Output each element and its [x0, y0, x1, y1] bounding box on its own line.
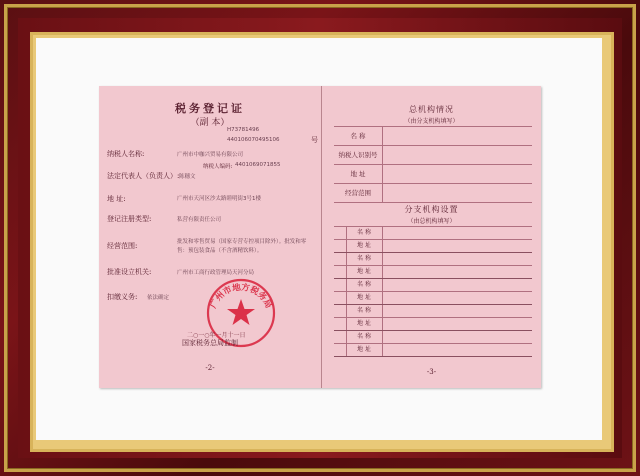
- table-row: [334, 305, 532, 318]
- withholding-obligation-value: 依法确定: [147, 295, 170, 301]
- right-page: [322, 86, 541, 388]
- certificate-number: H73781496: [227, 127, 260, 133]
- taxpayer-name-label: 纳税人名称:: [107, 150, 145, 158]
- row-label: 名 称: [346, 279, 383, 291]
- branch-group: [334, 253, 532, 279]
- row-label: 名 称: [334, 127, 383, 145]
- taxpayer-code-label: 纳税人编码:: [203, 164, 233, 170]
- registration-type-value: 私营有限责任公司: [177, 217, 222, 223]
- branches-subtitle: （由总机构填写）: [407, 218, 456, 225]
- taxpayer-code-value: 4401069071855: [235, 162, 281, 168]
- branch-group: [334, 279, 532, 305]
- business-scope-value: 批发和零售贸易（国家专营专控项目除外）。批发和零售：预包装食品（不含酒精饮料）。: [177, 239, 307, 254]
- branches-title: 分支机构设置: [404, 205, 459, 214]
- approval-authority-label: 批准设立机关:: [107, 268, 152, 276]
- row-label: 地 址: [334, 165, 383, 183]
- table-row: [334, 318, 532, 330]
- head-office-title: 总机构情况: [409, 105, 454, 114]
- head-office-table: [334, 126, 532, 203]
- address-value: 广州市天河区沙太路睦明街3号1楼: [177, 196, 261, 202]
- table-row: [334, 184, 532, 203]
- issue-date: 二○一○年一月十一日: [187, 332, 246, 339]
- table-row: [334, 240, 532, 252]
- table-row: [334, 146, 532, 165]
- right-page-number: -3-: [426, 368, 437, 376]
- table-row: [334, 331, 532, 344]
- row-label: 地 址: [346, 318, 383, 330]
- table-row: [334, 279, 532, 292]
- head-office-subtitle: （由分支机构填写）: [404, 118, 459, 125]
- branch-group: [334, 331, 532, 357]
- row-label: 地 址: [346, 344, 383, 356]
- certificate-subtitle: （副 本）: [190, 118, 230, 128]
- row-label: 名 称: [346, 253, 383, 265]
- branch-group: [334, 227, 532, 253]
- legal-representative-label: 法定代表人（负责人）:: [107, 172, 180, 180]
- row-label: 名 称: [346, 331, 383, 343]
- table-row: [334, 165, 532, 184]
- registration-type-label: 登记注册类型:: [107, 215, 152, 223]
- branches-table: [334, 226, 532, 357]
- table-row: [334, 292, 532, 304]
- business-scope-label: 经营范围:: [107, 242, 138, 250]
- seal-text: 广州市地方税务局: [208, 282, 274, 311]
- approval-authority-value: 广州市工商行政管理局天河分局: [177, 270, 255, 276]
- certificate-title: 税务登记证: [175, 102, 245, 115]
- tax-registration-certificate: [99, 86, 541, 388]
- left-page: [99, 86, 321, 388]
- row-label: 地 址: [346, 240, 383, 252]
- taxpayer-name-value: 广州市中咖兴贸易有限公司: [177, 152, 244, 158]
- row-label: 纳税人识别号: [334, 146, 383, 164]
- number-suffix-label: 号: [311, 136, 318, 144]
- table-row: [334, 266, 532, 278]
- supervised-by-text: 国家税务总局监制: [182, 339, 238, 347]
- legal-representative-value: 陈穗文: [179, 174, 196, 180]
- branch-group: [334, 305, 532, 331]
- row-label: 经营范围: [334, 184, 383, 202]
- table-row: [334, 127, 532, 146]
- table-row: [334, 227, 532, 240]
- table-row: [334, 344, 532, 356]
- taxpayer-id-number: 440106070495106: [227, 137, 280, 143]
- address-label: 地 址:: [107, 195, 126, 203]
- row-label: 名 称: [346, 305, 383, 317]
- row-label: 名 称: [346, 227, 383, 239]
- row-label: 地 址: [346, 266, 383, 278]
- withholding-obligation-label: 扣缴义务:: [107, 293, 138, 301]
- table-row: [334, 253, 532, 266]
- row-label: 地 址: [346, 292, 383, 304]
- left-page-number: -2-: [205, 364, 215, 372]
